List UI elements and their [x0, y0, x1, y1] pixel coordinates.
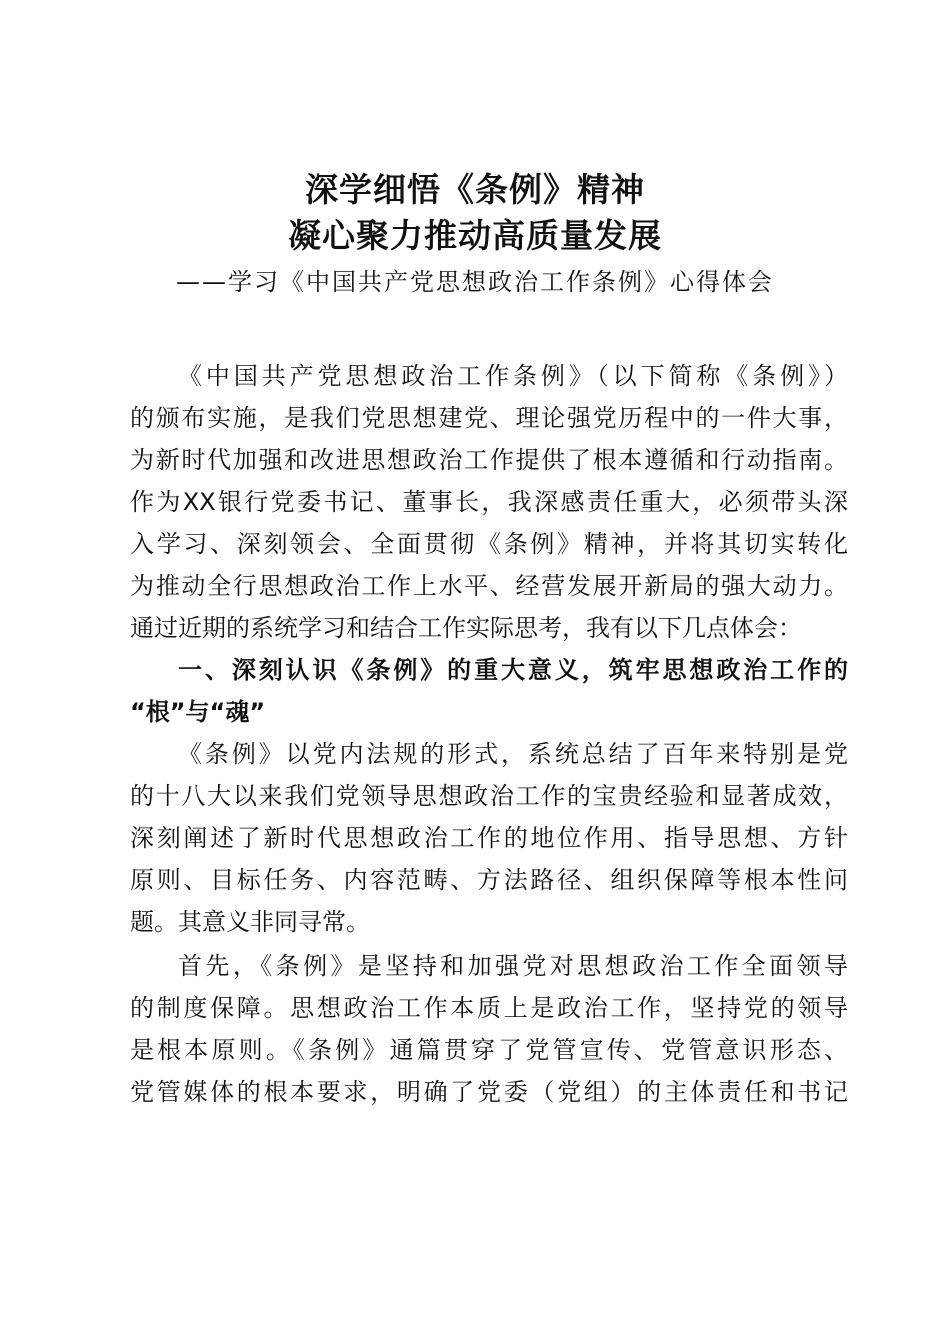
paragraph-1-line: 为推动全行思想政治工作上水平、经营发展开新局的强大动力。	[130, 572, 848, 600]
paragraph-2-line: 的十八大以来我们党领导思想政治工作的宝贵经验和显著成效，	[130, 782, 848, 810]
paragraph-3-line: 的制度保障。思想政治工作本质上是政治工作，坚持党的领导	[130, 994, 848, 1022]
paragraph-1-line: 作为XX银行党委书记、董事长，我深感责任重大，必须带头深	[130, 488, 848, 516]
paragraph-2-line: 《条例》以党内法规的形式，系统总结了百年来特别是党	[178, 740, 848, 768]
paragraph-1-line: 的颁布实施，是我们党思想建党、理论强党历程中的一件大事，	[130, 404, 848, 432]
paragraph-1-line: 入学习、深刻领会、全面贯彻《条例》精神，并将其切实转化	[130, 530, 848, 558]
paragraph-2-line: 深刻阐述了新时代思想政治工作的地位作用、指导思想、方针	[130, 824, 848, 852]
paragraph-2-line: 题。其意义非同寻常。	[130, 908, 370, 936]
paragraph-3-line: 首先，《条例》是坚持和加强党对思想政治工作全面领导	[178, 952, 848, 980]
paragraph-1-line: 为新时代加强和改进思想政治工作提供了根本遵循和行动指南。	[130, 446, 848, 474]
paragraph-3-line: 是根本原则。《条例》通篇贯穿了党管宣传、党管意识形态、	[130, 1036, 848, 1064]
paragraph-1-line: 通过近期的系统学习和结合工作实际思考，我有以下几点体会：	[130, 614, 802, 642]
paragraph-1-line: 《中国共产党思想政治工作条例》（以下简称《条例》）	[178, 362, 848, 390]
paragraph-2-line: 原则、目标任务、内容范畴、方法路径、组织保障等根本性问	[130, 866, 848, 894]
document-subtitle: ——学习《中国共产党思想政治工作条例》心得体会	[176, 268, 774, 296]
paragraph-3-line: 党管媒体的根本要求，明确了党委（党组）的主体责任和书记	[130, 1078, 848, 1106]
document-title-line-1: 深学细悟《条例》精神	[305, 170, 645, 209]
document-title-line-2: 凝心聚力推动高质量发展	[288, 216, 662, 255]
section-heading-1-line: 一、深刻认识《条例》的重大意义，筑牢思想政治工作的	[178, 656, 848, 684]
section-heading-1-line: “根”与“魂”	[130, 698, 266, 726]
